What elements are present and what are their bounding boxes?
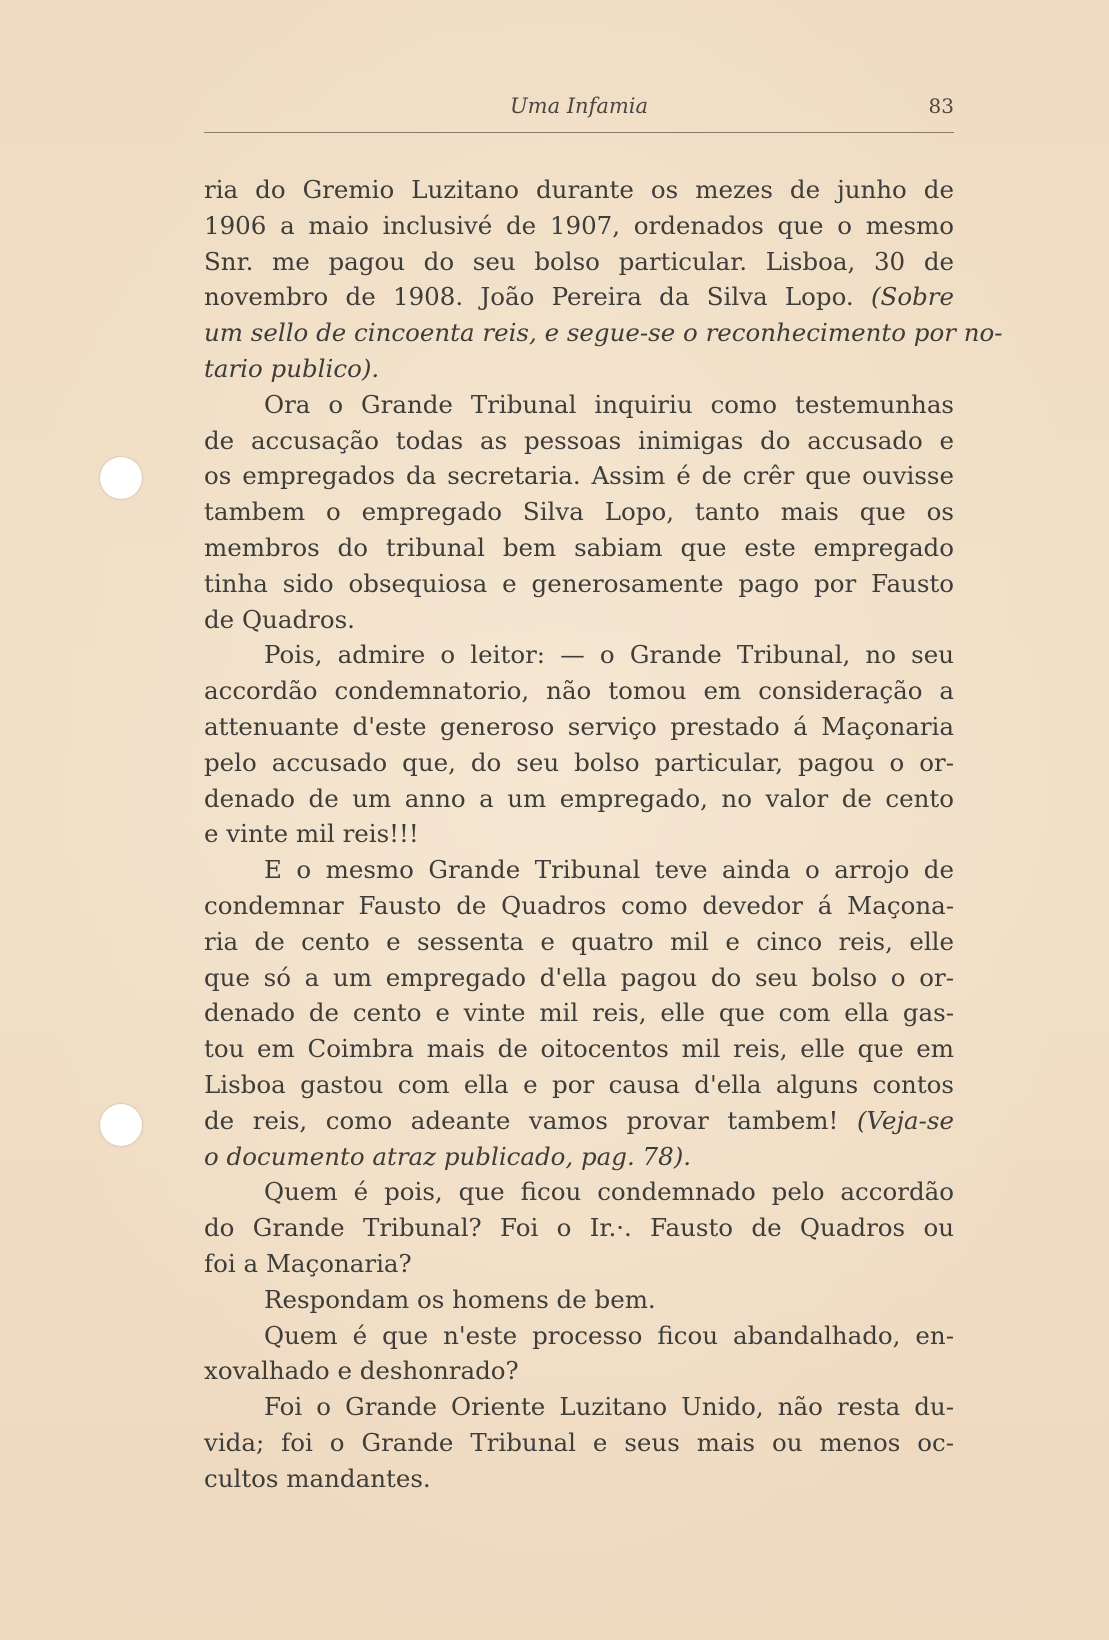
text-line [204,960,954,996]
text-segment: de Quadros. [204,604,355,634]
text-line [204,1461,954,1497]
text-line [204,566,954,602]
text-segment: do Grande Tribunal? Foi o Ir.·. Fausto de Quadros ou [204,1213,954,1243]
text-line [204,1282,954,1318]
text-segment: pelo accusado que, do seu bolso particular, pagou o or- [204,747,954,777]
text-line [204,673,954,709]
text-line [204,995,954,1031]
text-segment: tinha sido obsequiosa e generosamente pago por Fausto [204,568,954,598]
text-segment: Ora o Grande Tribunal inquiriu como testemunhas [264,389,954,419]
text-segment: cultos mandantes. [204,1463,431,1493]
text-segment: foi a Maçonaria? [204,1248,412,1278]
punch-hole-top [100,457,142,499]
text-segment: Quem é pois, que ficou condemnado pelo accordão [264,1177,954,1207]
text-line [204,709,954,745]
text-segment: denado de cento e vinte mil reis, elle que com ella gas- [204,998,954,1028]
text-line [204,602,954,638]
text-line [204,1389,954,1425]
text-segment: condemnar Fausto de Quadros como devedor á Maçona- [204,890,954,920]
text-segment: accordão condemnatorio, não tomou em consideração a [204,676,954,706]
text-line [204,208,954,244]
text-segment: e vinte mil reis!!! [204,819,419,849]
text-line [204,244,954,280]
text-segment: novembro de 1908. João Pereira da Silva Lopo. [204,282,871,312]
italic-text-segment: (Veja-se [856,1105,954,1135]
text-line [204,1210,954,1246]
text-segment: Respondam os homens de bem. [264,1284,656,1314]
text-line [204,458,954,494]
running-title: Uma Infamia [509,94,649,118]
text-segment: E o mesmo Grande Tribunal teve ainda o arrojo de [264,855,954,885]
text-line [204,387,954,423]
page-header [204,92,954,133]
text-line [204,1139,954,1175]
text-segment: ria do Gremio Luzitano durante os mezes de junho de [204,175,954,204]
text-line [204,816,954,852]
text-segment: attenuante d'este generoso serviço prestado á Maçonaria [204,711,954,741]
text-line [204,1246,954,1282]
text-segment: de reis, como adeante vamos provar tambem! [204,1105,857,1135]
text-segment: 1906 a maio inclusivé de 1907, ordenados que o mesmo [204,210,954,240]
text-line [204,530,954,566]
text-line [204,781,954,817]
text-segment: Foi o Grande Oriente Luzitano Unido, não resta du- [264,1392,954,1422]
text-line [204,745,954,781]
text-segment: os empregados da secretaria. Assim é de crêr que ouvisse [204,461,954,491]
text-line [204,637,954,673]
text-line [204,1425,954,1461]
italic-text-segment: um sello de cincoenta reis, e segue-se o reconhecimento por no- [204,318,1003,348]
text-line [204,888,954,924]
text-line [204,1174,954,1210]
text-line [204,1353,954,1389]
text-segment: Quem é que n'este processo ficou abandalhado, en- [264,1320,954,1350]
text-segment: denado de um anno a um empregado, no valor de cento [204,783,954,813]
text-segment: ria de cento e sessenta e quatro mil e cinco reis, elle [204,926,954,956]
text-line [204,1067,954,1103]
text-line [204,315,1003,351]
text-segment: que só a um empregado d'ella pagou do seu bolso o or- [204,962,954,992]
text-segment: Snr. me pagou do seu bolso particular. Lisboa, 30 de [204,246,954,276]
text-line [204,279,954,315]
text-line [204,172,954,208]
italic-text-segment: tario publico). [204,353,380,383]
text-line [204,1318,954,1354]
text-line [204,423,954,459]
text-segment: vida; foi o Grande Tribunal e seus mais ou menos oc- [204,1427,954,1457]
text-segment: xovalhado e deshonrado? [204,1356,519,1386]
text-line [204,1031,954,1067]
text-segment: tambem o empregado Silva Lopo, tanto mais que os [204,497,954,527]
text-segment: Lisboa gastou com ella e por causa d'ella alguns contos [204,1069,954,1099]
text-line [204,1103,954,1139]
text-segment: Pois, admire o leitor: — o Grande Tribunal, no seu [264,640,954,670]
text-line [204,351,954,387]
punch-hole-bottom [100,1104,142,1146]
text-line [204,924,954,960]
italic-text-segment: (Sobre [871,282,954,312]
text-segment: de accusação todas as pessoas inimigas do accusado e [204,425,954,455]
body-text [204,172,1003,1496]
page-number: 83 [928,94,954,118]
italic-text-segment: o documento atraz publicado, pag. 78). [204,1141,692,1171]
text-segment: membros do tribunal bem sabiam que este empregado [204,532,954,562]
text-line [204,494,954,530]
text-segment: tou em Coimbra mais de oitocentos mil reis, elle que em [204,1034,954,1064]
text-line [204,852,954,888]
